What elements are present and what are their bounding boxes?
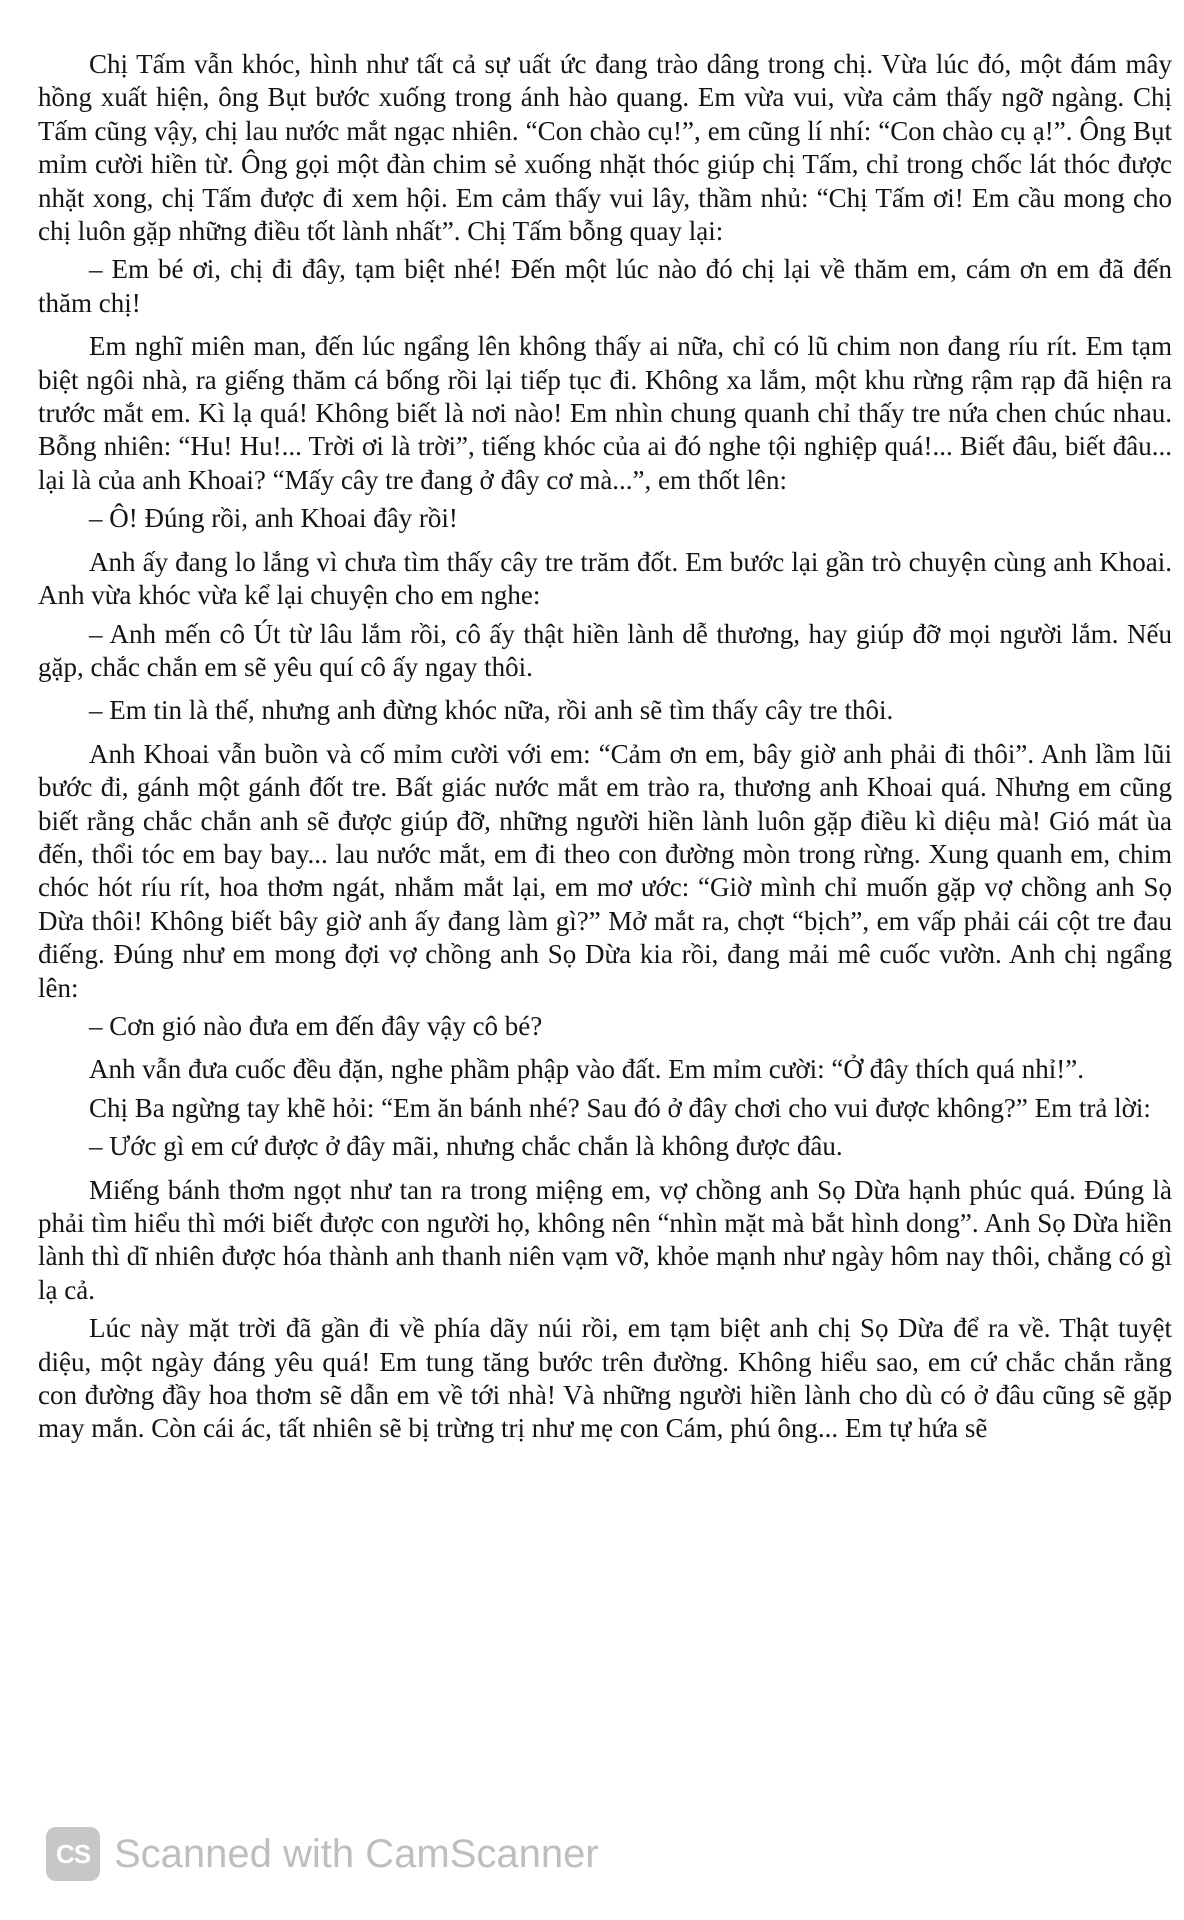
camscanner-logo-text: CS bbox=[55, 1838, 91, 1869]
dialogue-line: – Cơn gió nào đưa em đến đây vậy cô bé? bbox=[89, 1010, 543, 1041]
paragraph: Em nghĩ miên man, đến lúc ngẩng lên không thấy ai nữa, chỉ có lũ chim non đang ríu rít. Em tạm biệt ngôi nhà, ra giếng thăm cá bống rồi lại tiếp tục đi. Không xa lắm, một khu rừng rậm rạp đã hiện ra trước mắt em. Kì lạ quá! Không biết là nơi nào! Em nhìn chung quanh chỉ thấy tre nứa chen chúc nhau. Bỗng nhiên: “Hu! Hu!... Trời ơi là trời”, tiếng khóc của ai đó nghe tội nghiệp quá!... Biết đâu, biết đâu... lại là của anh Khoai? “Mấy cây tre đang ở đây cơ mà...”, em thốt lên: bbox=[38, 331, 1172, 495]
paragraph: Anh Khoai vẫn buồn và cố mỉm cười với em: “Cảm ơn em, bây giờ anh phải đi thôi”. Anh lầm lũi bước đi, gánh một gánh đốt tre. Bất giác nước mắt em trào ra, thương anh Khoai quá. Nhưng em cũng biết rằng chắc chắn anh sẽ được giúp đỡ, những người hiền lành luôn gặp điều kì diệu mà! Gió mát ùa đến, thổi tóc em bay bay... lau nước mắt, em đi theo con đường mòn trong rừng. Xung quanh em, chim chóc hót ríu rít, hoa thơm ngát, nhắm mắt lại, em mơ ước: “Giờ mình chỉ muốn gặp vợ chồng anh Sọ Dừa thôi! Không biết bây giờ anh ấy đang làm gì?” Mở mắt ra, chợt “bịch”, em vấp phải cái cột tre đau điếng. Đúng như em mong đợi vợ chồng anh Sọ Dừa kia rồi, đang mải mê cuốc vườn. Anh chị ngẩng lên: bbox=[38, 738, 1172, 1003]
paragraph: Chị Ba ngừng tay khẽ hỏi: “Em ăn bánh nhé? Sau đó ở đây chơi cho vui được không?” Em trả lời: bbox=[89, 1092, 1151, 1123]
paragraph: Miếng bánh thơm ngọt như tan ra trong miệng em, vợ chồng anh Sọ Dừa hạnh phúc quá. Đúng là phải tìm hiểu thì mới biết được con người họ, không nên “nhìn mặt mà bắt hình dong”. Anh Sọ Dừa hiền lành thì dĩ nhiên được hóa thành anh thanh niên vạm vỡ, khỏe mạnh như ngày hôm nay thôi, chẳng có gì lạ cả. bbox=[38, 1174, 1172, 1305]
watermark-text: Scanned with CamScanner bbox=[114, 1831, 599, 1876]
camscanner-logo-icon bbox=[46, 1827, 100, 1881]
dialogue-line: – Em bé ơi, chị đi đây, tạm biệt nhé! Đến một lúc nào đó chị lại về thăm em, cám ơn em đã đến thăm chị! bbox=[38, 254, 1172, 318]
paragraph: Chị Tấm vẫn khóc, hình như tất cả sự uất ức đang trào dâng trong chị. Vừa lúc đó, một đám mây hồng xuất hiện, ông Bụt bước xuống trong ánh hào quang. Em vừa vui, vừa cảm thấy ngỡ ngàng. Chị Tấm cũng vậy, chị lau nước mắt ngạc nhiên. “Con chào cụ!”, em cũng lí nhí: “Con chào cụ ạ!”. Ông Bụt mỉm cười hiền từ. Ông gọi một đàn chim sẻ xuống nhặt thóc giúp chị Tấm, chỉ trong chốc lát thóc được nhặt xong, chị Tấm được đi xem hội. Em cảm thấy vui lây, thầm nhủ: “Chị Tấm ơi! Em cầu mong cho chị luôn gặp những điều tốt lành nhất”. Chị Tấm bỗng quay lại: bbox=[38, 49, 1172, 247]
paragraph: Anh vẫn đưa cuốc đều đặn, nghe phầm phập vào đất. Em mỉm cười: “Ở đây thích quá nhỉ!”. bbox=[89, 1054, 1085, 1085]
dialogue-line: – Em tin là thế, nhưng anh đừng khóc nữa, rồi anh sẽ tìm thấy cây tre thôi. bbox=[89, 695, 894, 726]
dialogue-line: – Anh mến cô Út từ lâu lắm rồi, cô ấy thật hiền lành dễ thương, hay giúp đỡ mọi người lắm. Nếu gặp, chắc chắn em sẽ yêu quí cô ấy ngay thôi. bbox=[38, 618, 1172, 682]
paragraph: Anh ấy đang lo lắng vì chưa tìm thấy cây tre trăm đốt. Em bước lại gần trò chuyện cùng anh Khoai. Anh vừa khóc vừa kể lại chuyện cho em nghe: bbox=[38, 546, 1172, 611]
scanned-page bbox=[38, 48, 1172, 1828]
camscanner-watermark bbox=[46, 1826, 599, 1882]
paragraph: Lúc này mặt trời đã gần đi về phía dãy núi rồi, em tạm biệt anh chị Sọ Dừa để ra về. Thật tuyệt diệu, một ngày đáng yêu quá! Em tung tăng bước trên đường. Không hiểu sao, em cứ chắc chắn rằng con đường đầy hoa thơm sẽ dẫn em về tới nhà! Và những người hiền lành cho dù có ở đâu cũng sẽ gặp may mắn. Còn cái ác, tất nhiên sẽ bị trừng trị như mẹ con Cám, phú ông... Em tự hứa sẽ bbox=[38, 1313, 1172, 1444]
dialogue-line: – Ước gì em cứ được ở đây mãi, nhưng chắc chắn là không được đâu. bbox=[89, 1131, 843, 1162]
dialogue-line: – Ô! Đúng rồi, anh Khoai đây rồi! bbox=[89, 503, 458, 534]
